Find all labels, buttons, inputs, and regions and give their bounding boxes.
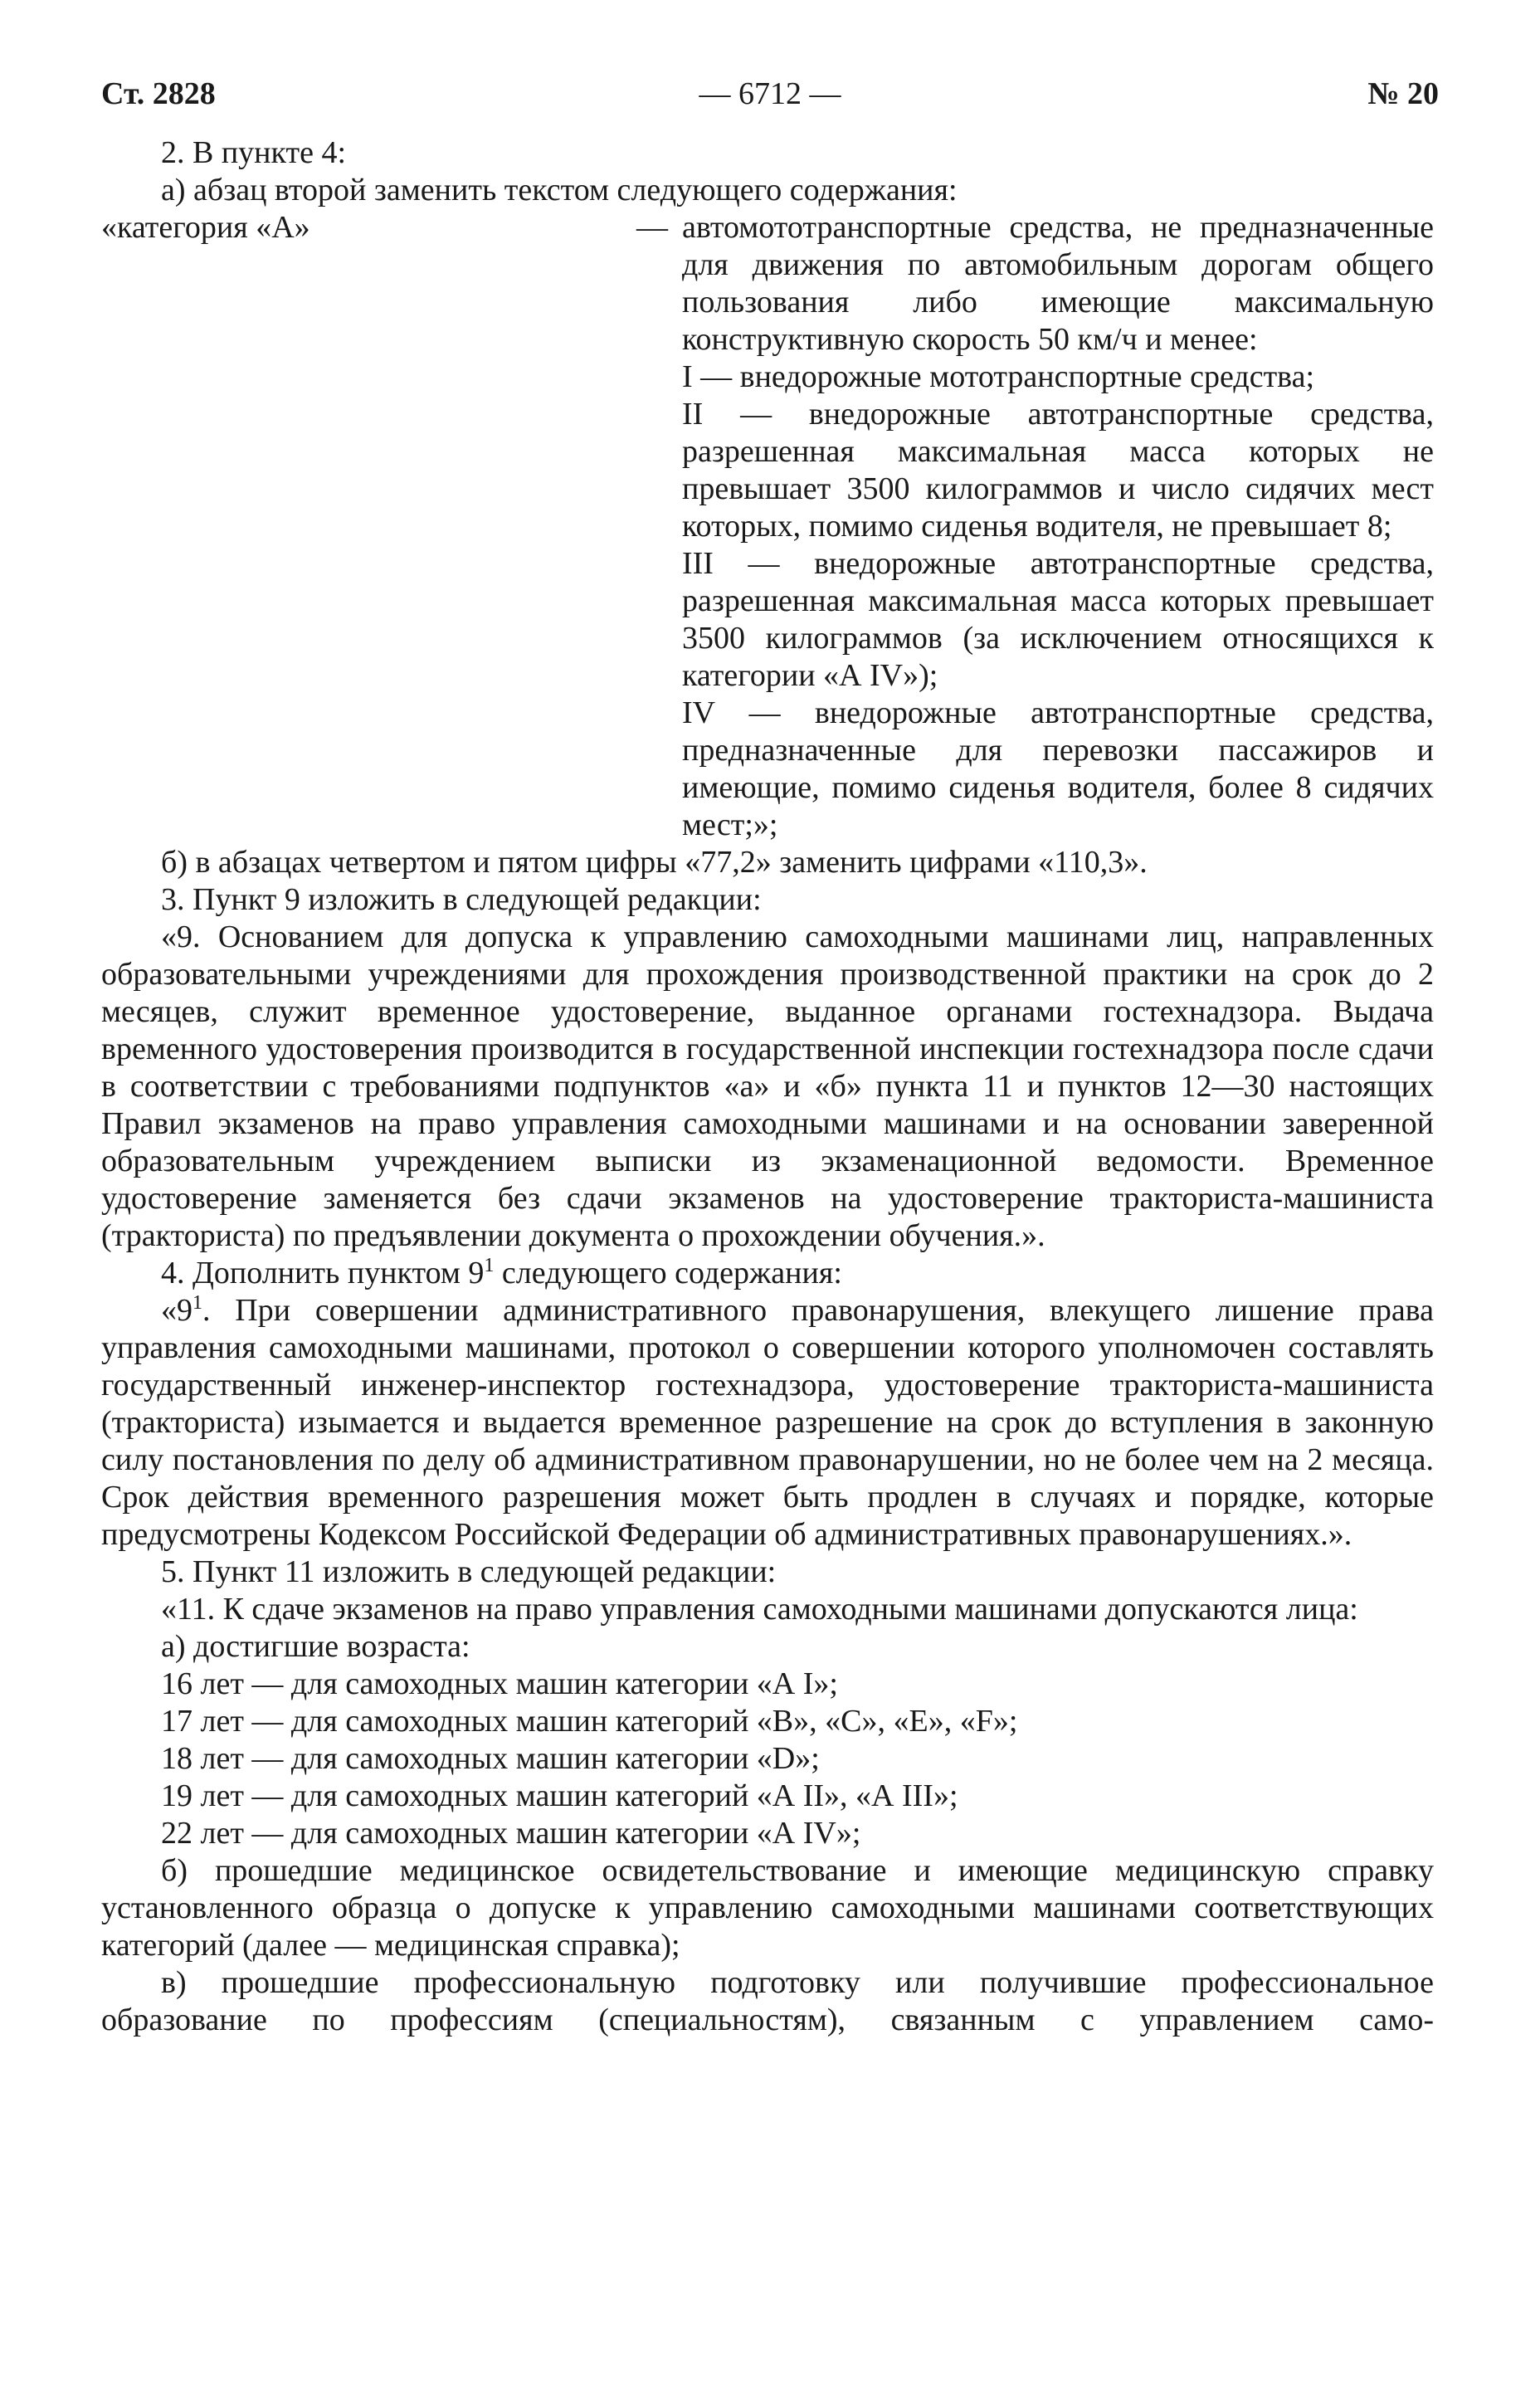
item-5-sub-v: в) прошедшие профессиональную подготовку или получившие профессиональное образование по профессиям (специальностям), связанным с управлением само-	[101, 1965, 1434, 2037]
item-3-heading: 3. Пункт 9 изложить в следующей редакции:	[161, 882, 762, 917]
definition-list	[682, 209, 1434, 844]
item-4-text-sup: 1	[192, 1292, 202, 1314]
category-term: «категория «А»	[101, 210, 310, 245]
header-page-number: — 6712 —	[699, 76, 841, 111]
definition-item: IV — внедорожные автотранспортные средства, предназначенные для перевозки пассажиров и имеющие, помимо сиденья водителя, более 8 сидячих мест;»;	[682, 695, 1434, 842]
page-body	[101, 134, 1434, 2039]
item-5-heading: 5. Пункт 11 изложить в следующей редакции:	[161, 1554, 777, 1589]
item-5-intro: «11. К сдаче экзаменов на право управления самоходными машинами допускаются лица:	[161, 1592, 1358, 1627]
age-requirement: 17 лет — для самоходных машин категорий «B», «C», «E», «F»;	[161, 1704, 1018, 1739]
definition-item: III — внедорожные автотранспортные средства, разрешенная максимальная масса которых превышает 3500 килограммов (за исключением относящихся к категории «А IV»);	[682, 546, 1434, 693]
item-4-text-post: . При совершении административного правонарушения, влекущего лишение права управления самоходными машинами, протокол о совершении которого уполномочен составлять государственный инженер-инспектор гостехнадзора, удостоверение тракториста-машиниста (тракториста) изымается и выдается временное разрешение на срок до вступления в законную силу постановления по делу об административном правонарушении, но не более чем на 2 месяца. Срок действия временного разрешения может быть продлен в случаях и порядке, которые предусмотрены Кодексом Российской Федерации об административных правонарушениях.».	[101, 1293, 1434, 1552]
definition-item: I — внедорожные мототранспортные средства;	[682, 359, 1315, 394]
item-4-text	[101, 1292, 1434, 1554]
age-requirement: 18 лет — для самоходных машин категории «D»;	[161, 1741, 820, 1776]
header-issue-number: № 20	[1367, 76, 1439, 111]
item-4-heading-pre: 4. Дополнить пунктом 9	[161, 1256, 485, 1290]
age-requirement: 22 лет — для самоходных машин категории «А IV»;	[161, 1816, 861, 1851]
item-2-sub-a: а) абзац второй заменить текстом следующего содержания:	[161, 173, 958, 207]
definition-dash: —	[636, 210, 668, 245]
page-header	[101, 71, 1439, 116]
item-4-heading-post: следующего содержания:	[494, 1256, 842, 1290]
category-a-definition	[101, 209, 1434, 844]
item-4-text-pre: «9	[161, 1293, 192, 1328]
definition-item: II — внедорожные автотранспортные средства, разрешенная максимальная масса которых не превышает 3500 килограммов и число сидячих мест которых, помимо сиденья водителя, не превышает 8;	[682, 397, 1434, 544]
item-2-sub-b: б) в абзацах четвертом и пятом цифры «77,2» заменить цифрами «110,3».	[161, 845, 1148, 880]
item-4-heading-sup: 1	[484, 1255, 495, 1276]
item-2-heading: 2. В пункте 4:	[161, 135, 347, 170]
age-requirement: 19 лет — для самоходных машин категорий «А II», «А III»;	[161, 1778, 958, 1813]
item-5-sub-b: б) прошедшие медицинское освидетельствование и имеющие медицинскую справку установленного образца о допуске к управлению самоходными машинами соответствующих категорий (далее — медицинская справка);	[101, 1853, 1434, 1963]
definition-item: автомототранспортные средства, не предназначенные для движения по автомобильным дорогам общего пользования либо имеющие максимальную конструктивную скорость 50 км/ч и менее:	[682, 210, 1434, 357]
header-article-number: Ст. 2828	[101, 76, 216, 111]
item-5-sub-a: а) достигшие возраста:	[161, 1629, 470, 1664]
item-4-heading	[101, 1255, 1434, 1292]
item-3-text: «9. Основанием для допуска к управлению самоходными машинами лиц, направленных образовательными учреждениями для прохождения производственной практики на срок до 2 месяцев, служит временное удостоверение, выданное органами гостехнадзора. Выдача временного удостоверения производится в государственной инспекции гостехнадзора после сдачи в соответствии с требованиями подпунктов «а» и «б» пункта 11 и пунктов 12—30 настоящих Правил экзаменов на право управления самоходными машинами и на основании заверенной образовательным учреждением выписки из экзаменационной ведомости. Временное удостоверение заменяется без сдачи экзаменов на удостоверение тракториста-машиниста (тракториста) по предъявлении документа о прохождении обучения.».	[101, 920, 1434, 1253]
age-requirement: 16 лет — для самоходных машин категории «А I»;	[161, 1666, 838, 1701]
